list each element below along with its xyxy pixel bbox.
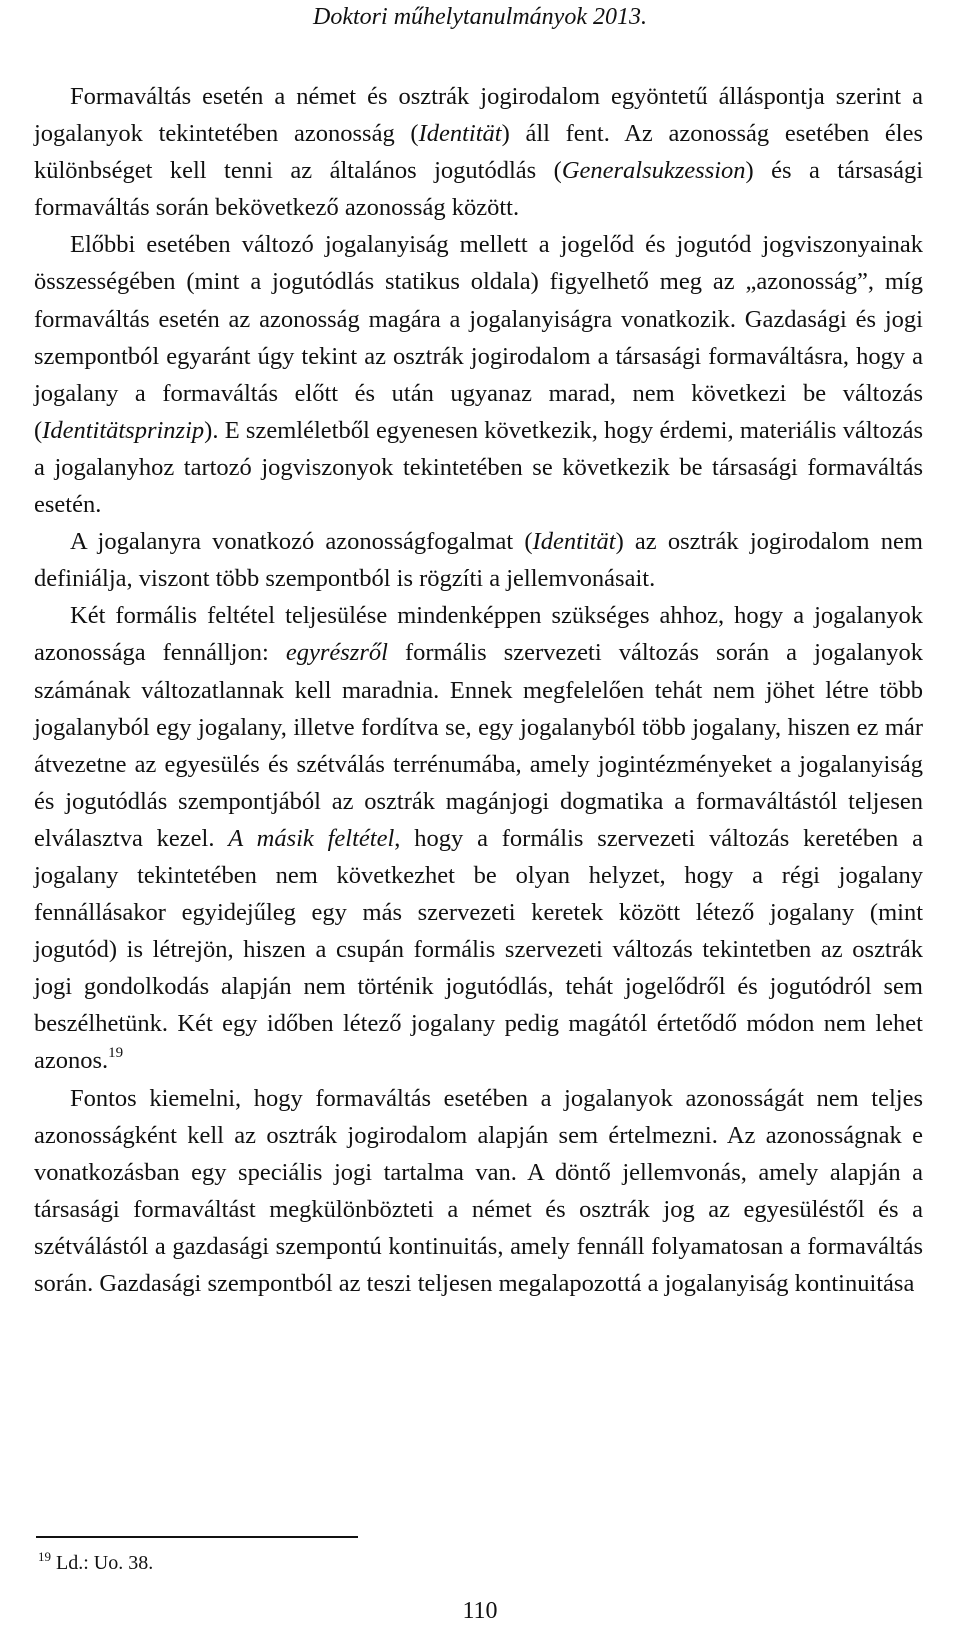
footnote-reference: 19 (108, 1045, 124, 1062)
text-run: formális szervezeti változás során a jogalanyok számának változatlannak kell maradnia. Ennek megfelelően tehát nem jöhet létre több jogalanyból egy jogalany, illetve fordítva se, egy jogalanyból több jogalany, hiszen ez már átvezetne az egyesülés és szétválás terrénumába, amely jogintézményeket a jogalanyiság és jogutódlás szempontjából az osztrák magánjogi dogmatika a formaváltástól teljesen elválasztva kezel. (34, 639, 923, 852)
italic-text: Identitätsprinzip (42, 416, 205, 444)
italic-text: A másik feltétel (228, 824, 395, 852)
italic-text: egyrészről (285, 639, 388, 667)
paragraph (34, 597, 923, 1079)
footnote-separator (36, 1536, 358, 1538)
paragraph (34, 523, 923, 597)
text-run: , hogy a formális szervezeti változás keretében a jogalany tekintetében nem következhet be olyan helyzet, hogy a régi jogalany fennállásakor egyidejűleg egy más szervezeti keretek között létező jogalany (mint jogutód) is létrejön, hiszen a csupán formális szervezeti változás tekintetben az osztrák jogi gondolkodás alapján nem történik jogutódlás, tehát jogelődről és jogutódról sem beszélhetünk. Két egy időben létező jogalany pedig magától értetődő módon nem lehet azonos. (34, 824, 924, 1075)
text-run: ) és a társasági formaváltás során bekövetkező azonosság között. (34, 157, 924, 222)
footnote (38, 1550, 153, 1576)
italic-text: Identität (418, 120, 502, 148)
italic-text: Generalsukzession (561, 157, 746, 185)
footnote-number: 19 (38, 1549, 51, 1564)
text-run: A jogalanyra vonatkozó azonosságfogalmat ( (70, 528, 533, 556)
paragraph (34, 1080, 923, 1303)
paragraph (34, 226, 923, 523)
text-run: Formaváltás esetén a német és osztrák jogirodalom egyöntetű álláspontja szerint a jogalanyok tekintetében azonosság ( (34, 83, 923, 148)
text-run: Előbbi esetében változó jogalanyiság mellett a jogelőd és jogutód jogviszonyainak összességében (mint a jogutódlás statikus oldala) figyelhető meg az „azonosság”, míg formaváltás esetén az azonosság magára a jogalanyiságra vonatkozik. Gazdasági és jogi szempontból egyaránt úgy tekint az osztrák jogirodalom a társasági formaváltásra, hogy a jogalany a formaváltás előtt és után ugyanaz marad, nem következi be változás ( (34, 231, 923, 444)
text-run: ) áll fent. Az azonosság esetében éles különbséget kell tenni az általános jogutódlás ( (34, 120, 924, 185)
page-number: 110 (462, 1598, 498, 1624)
footnote-text: Ld.: Uo. 38. (51, 1552, 154, 1574)
running-header: Doktori műhelytanulmányok 2013. (313, 4, 647, 30)
text-run: ) az osztrák jogirodalom nem definiálja, viszont több szempontból is rögzíti a jellemvonásait. (34, 528, 923, 593)
italic-text: Identität (532, 528, 616, 556)
text-run: Fontos kiemelni, hogy formaváltás esetében a jogalanyok azonosságát nem teljes azonosságként kell az osztrák jogirodalom alapján sem értelmezni. Az azonosságnak e vonatkozásban egy speciális jogi tartalma van. A döntő jellemvonás, amely alapján a társasági formaváltást megkülönbözteti a német és osztrák jog az egyesüléstől és a szétválástól a gazdasági szempontú kontinuitás, amely fennáll folyamatosan a formaváltás során. Gazdasági szempontból az teszi teljesen megalapozottá a jogalanyiság kontinuitása (34, 1084, 923, 1297)
text-run: Két formális feltétel teljesülése mindenképpen szükséges ahhoz, hogy a jogalanyok azonossága fennálljon: (34, 602, 923, 667)
text-run: ). E szemléletből egyenesen következik, hogy érdemi, materiális változás a jogalanyhoz tartozó jogviszonyok tekintetében se következik be társasági formaváltás esetén. (34, 416, 923, 519)
paragraph (34, 78, 923, 226)
body-text (34, 78, 923, 1302)
